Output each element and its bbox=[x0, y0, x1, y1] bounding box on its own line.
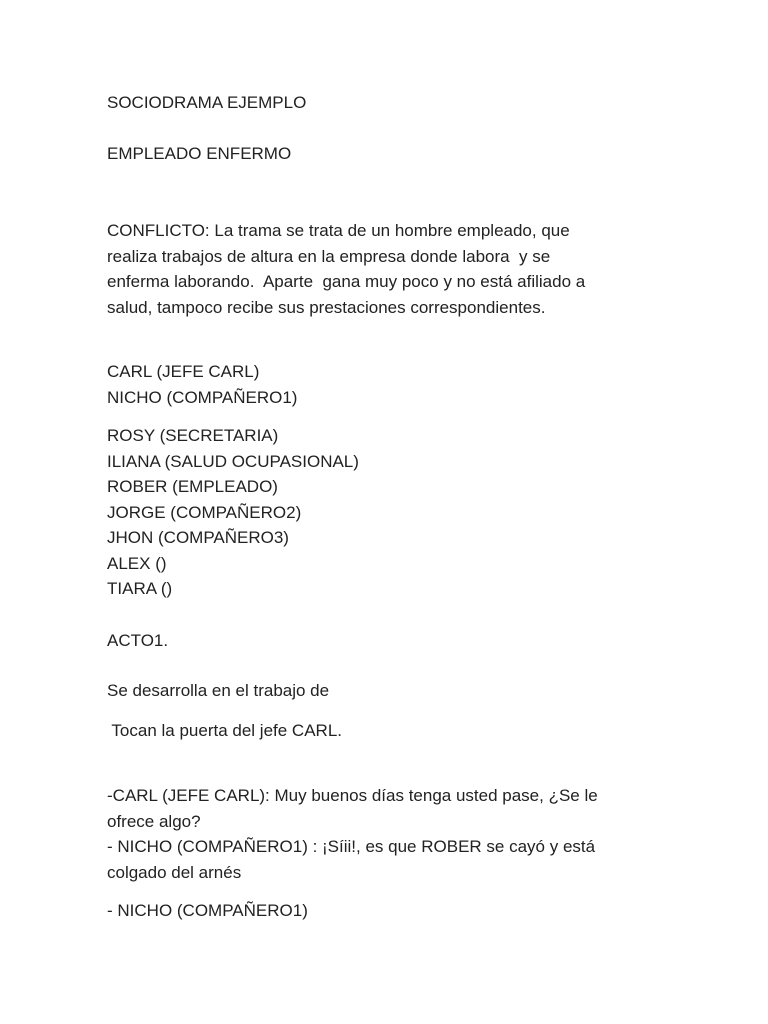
document-subtitle bbox=[107, 141, 667, 167]
character-item: NICHO (COMPAÑERO1) bbox=[107, 387, 298, 407]
character-item: ROBER (EMPLEADO) bbox=[107, 477, 278, 496]
character-item: JORGE (COMPAÑERO2) bbox=[107, 502, 302, 522]
document-title bbox=[107, 90, 667, 116]
stage-direction bbox=[107, 718, 667, 744]
character-item: ALEX () bbox=[107, 553, 167, 573]
dialogue-line: - NICHO (COMPAÑERO1) : ¡Síii!, es que ROBER se cayó y está bbox=[107, 837, 596, 856]
character-item: JHON (COMPAÑERO3) bbox=[107, 528, 289, 547]
setting-text: Se desarrolla en el trabajo de bbox=[107, 681, 330, 700]
dialogue-line: -CARL (JEFE CARL): Muy buenos días tenga usted pase, ¿Se le bbox=[107, 786, 598, 805]
conflict-line: CONFLICTO: La trama se trata de un hombre empleado, que bbox=[107, 221, 570, 240]
dialogue-last-line bbox=[107, 898, 667, 924]
setting-paragraph bbox=[107, 678, 667, 704]
character-item: CARL (JEFE CARL) bbox=[107, 362, 260, 381]
dialogue-line: colgado del arnés bbox=[107, 862, 242, 882]
dialogue-section bbox=[107, 783, 667, 885]
act-heading-text: ACTO1. bbox=[107, 631, 169, 650]
dialogue-line: - NICHO (COMPAÑERO1) bbox=[107, 901, 308, 920]
conflict-line: realiza trabajos de altura en la empresa donde labora y se bbox=[107, 246, 551, 266]
conflict-paragraph bbox=[107, 218, 667, 320]
conflict-line: enferma laborando. Aparte gana muy poco y no está afiliado a bbox=[107, 272, 586, 291]
character-list-secondary bbox=[107, 423, 667, 602]
stage-direction-text: Tocan la puerta del jefe CARL. bbox=[107, 721, 342, 740]
title-text: SOCIODRAMA EJEMPLO bbox=[107, 93, 307, 112]
character-item: ROSY (SECRETARIA) bbox=[107, 426, 279, 445]
dialogue-line: ofrece algo? bbox=[107, 811, 201, 831]
conflict-line: salud, tampoco recibe sus prestaciones correspondientes. bbox=[107, 297, 546, 317]
act-heading bbox=[107, 628, 667, 654]
character-item: TIARA () bbox=[107, 579, 173, 598]
character-list-primary bbox=[107, 359, 667, 410]
subtitle-text: EMPLEADO ENFERMO bbox=[107, 144, 292, 163]
character-item: ILIANA (SALUD OCUPASIONAL) bbox=[107, 451, 359, 471]
